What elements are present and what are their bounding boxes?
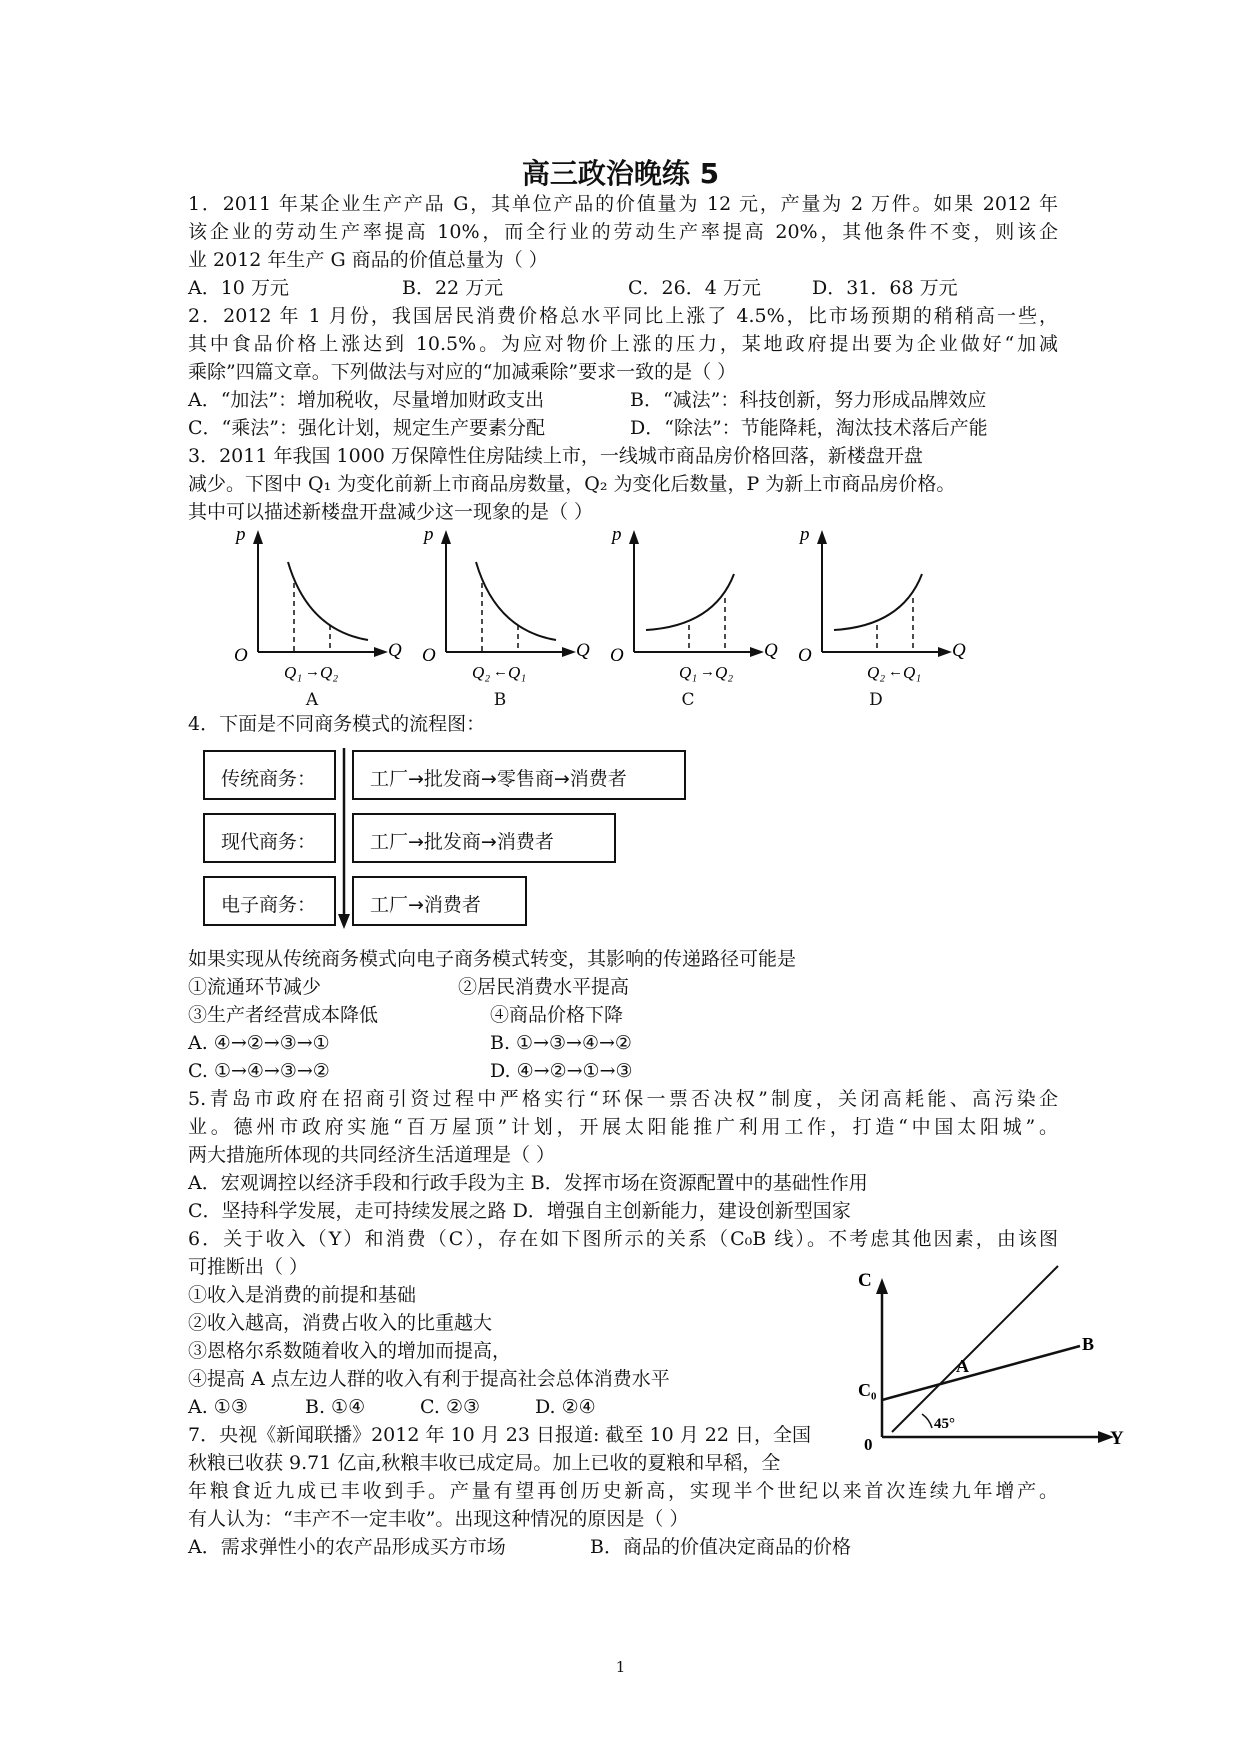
price-axis-arrow [817,530,827,544]
q6-option-a: A. ①③ [188,1396,248,1418]
q-right-label: Q₁ [903,663,922,682]
axis-q-label: Q [388,640,402,661]
origin-label: O [610,645,624,666]
graph-origin-label: 0 [864,1435,873,1454]
q2-option-d: D．“除法”：节能降耗，淘汰技术落后产能 [630,417,988,439]
q3-line-1: 3．2011 年我国 1000 万保障性住房陆续上市，一线城市商品房价格回落，新楼盘开盘 [188,445,923,467]
q7-option-a: A．需求弹性小的农产品形成买方市场 [188,1536,506,1558]
axis-q-label: Q [764,640,778,661]
flow-mode-ecommerce [203,876,336,926]
price-axis-arrow [441,530,451,544]
graph-c0-label: C₀ [858,1380,877,1400]
q2-line-3: 乘除”四篇文章。下列做法与对应的“加减乘除”要求一致的是（ ） [188,361,737,383]
axis-p-label: p [424,524,434,545]
q5-line-1: 5.青岛市政府在招商引资过程中严格实行“环保一票否决权”制度，关闭高耗能、高污染企 [188,1088,1058,1110]
q6-option-b: B. ①④ [305,1396,366,1418]
q4-item-4: ④商品价格下降 [490,1004,624,1026]
q5-line-2: 业。德州市政府实施“百万屋顶”计划，开展太阳能推广利用工作，打造“中国太阳城”。 [188,1116,1058,1138]
q-right-label: Q₂ [715,663,734,682]
q2-line-2: 其中食品价格上涨达到 10.5%。为应对物价上涨的压力，某地政府提出要为企业做好“加减 [188,333,1058,355]
q-arrow: ← [493,664,508,680]
graph-label-c: C [681,690,695,710]
q7-line-1: 7．央视《新闻联播》2012 年 10 月 23 日报道: 截至 10 月 22 日，全国 [188,1424,811,1446]
axis-q-label: Q [576,640,590,661]
q5-line-3: 两大措施所体现的共同经济生活道理是（ ） [188,1144,556,1166]
q6-line-2: 可推断出（ ） [188,1256,309,1278]
graph-label-b: B [493,690,507,710]
flow-chain-label: 工厂→消费者 [370,894,481,916]
price-quantity-graph-b [416,522,596,707]
q6-item-1: ①收入是消费的前提和基础 [188,1284,417,1306]
flow-down-arrow [336,748,352,930]
origin-label: O [234,645,248,666]
price-axis-arrow [629,530,639,544]
quantity-axis-arrow [562,647,576,657]
graph-angle-label: 45° [934,1416,955,1432]
quantity-axis-arrow [938,647,952,657]
q2-option-c: C．“乘法”：强化计划，规定生产要素分配 [188,417,545,439]
q4-item-3: ③生产者经营成本降低 [188,1004,379,1026]
q4-option-c: C. ①→④→③→② [188,1060,330,1082]
q-right-label: Q₁ [508,663,527,682]
flow-mode-label: 电子商务： [221,894,317,916]
supply-curve [288,562,368,640]
q1-option-b: B．22 万元 [402,277,504,299]
q4-option-d: D. ④→②→①→③ [490,1060,633,1082]
q-arrow: → [700,664,715,680]
q4-option-b: B. ①→③→④→② [490,1032,632,1054]
q2-option-b: B．“减法”：科技创新，努力形成品牌效应 [630,389,987,411]
graph-b-label: B [1082,1334,1095,1354]
quantity-axis-arrow [750,647,764,657]
q4-intro: 4．下面是不同商务模式的流程图： [188,713,486,735]
q7-line-2: 秋粮已收获 9.71 亿亩,秋粮丰收已成定局。加上已收的夏粮和早稻，全 [188,1452,781,1474]
q4-item-1: ①流通环节减少 [188,976,322,998]
flow-chain-label: 工厂→批发商→消费者 [370,831,554,853]
axis-p-label: p [236,524,246,545]
graph-label-a: A [305,690,319,710]
page-number: 1 [615,1658,626,1676]
flow-mode-label: 现代商务： [221,831,317,853]
q1-option-a: A．10 万元 [188,277,289,299]
q6-item-2: ②收入越高，消费占收入的比重越大 [188,1312,493,1334]
supply-curve [646,574,734,630]
q1-line-2: 该企业的劳动生产率提高 10%，而全行业的劳动生产率提高 20%，其他条件不变，则该企 [188,221,1058,243]
supply-curve [834,574,922,630]
flow-chain-traditional [352,750,686,800]
graph-label-d: D [869,690,883,710]
q5-option-ab: A．宏观调控以经济手段和行政手段为主 B．发挥市场在资源配置中的基础性作用 [188,1172,868,1194]
flow-mode-label: 传统商务： [221,768,317,790]
q4-item-2: ②居民消费水平提高 [458,976,630,998]
price-quantity-graph-d [792,522,972,707]
q-right-label: Q₂ [320,663,339,682]
q4-option-a: A. ④→②→③→① [188,1032,330,1054]
line-45-degree [892,1266,1058,1432]
flow-chain-ecommerce [352,876,527,926]
income-consumption-graph [858,1262,1124,1454]
axis-q-label: Q [952,640,966,661]
q2-line-1: 2．2012 年 1 月份，我国居民消费价格总水平同比上涨了 4.5%，比市场预期的稍稍高一些， [188,305,1058,327]
q7-option-b: B．商品的价值决定商品的价格 [590,1536,851,1558]
q1-option-d: D．31．68 万元 [812,277,958,299]
q5-option-cd: C．坚持科学发展，走可持续发展之路 D．增强自主创新能力，建设创新型国家 [188,1200,851,1222]
q6-item-3: ③恩格尔系数随着收入的增加而提高， [188,1340,512,1362]
origin-label: O [798,645,812,666]
q6-option-c: C. ②③ [420,1396,481,1418]
price-quantity-graph-c [604,522,784,707]
q4-question: 如果实现从传统商务模式向电子商务模式转变，其影响的传递路径可能是 [188,948,797,970]
q7-line-3: 年粮食近九成已丰收到手。产量有望再创历史新高，实现半个世纪以来首次连续九年增产。 [188,1480,1058,1502]
origin-label: O [422,645,436,666]
graph-y-label: Y [1110,1428,1124,1449]
axis-p-label: p [800,524,810,545]
q6-line-1: 6．关于收入（Y）和消费（C），存在如下图所示的关系（C₀B 线）。不考虑其他因素，由该图 [188,1228,1058,1250]
flow-chain-modern [352,813,616,863]
quantity-axis-arrow [374,647,388,657]
line-c0-b [882,1346,1080,1400]
q-arrow: ← [888,664,903,680]
price-quantity-graph-a [228,522,408,707]
q-left-label: Q₂ [472,663,491,682]
q3-line-2: 减少。下图中 Q₁ 为变化前新上市商品房数量，Q₂ 为变化后数量，P 为新上市商品房价格。 [188,473,956,495]
flow-mode-modern [203,813,336,863]
axis-p-label: p [612,524,622,545]
angle-arc [922,1414,932,1428]
q-left-label: Q₂ [867,663,886,682]
price-axis-arrow [253,530,263,544]
q-left-label: Q₁ [284,663,303,682]
flow-chain-label: 工厂→批发商→零售商→消费者 [370,768,627,790]
q6-option-d: D. ②④ [535,1396,596,1418]
flow-mode-traditional [203,750,336,800]
graph-c-label: C [858,1270,872,1291]
q1-option-c: C．26．4 万元 [628,277,761,299]
q1-line-3: 业 2012 年生产 G 商品的价值总量为（ ） [188,249,548,271]
page-title: 高三政治晚练 5 [521,157,720,190]
q1-line-1: 1．2011 年某企业生产产品 G，其单位产品的价值量为 12 元，产量为 2 万件。如果 2012 年 [188,193,1058,215]
q7-line-4: 有人认为：“丰产不一定丰收”。出现这种情况的原因是（ ） [188,1508,689,1530]
supply-curve [476,562,556,640]
graph-point-a-label: A [956,1356,969,1376]
q-left-label: Q₁ [679,663,698,682]
q-arrow: → [305,664,320,680]
q3-line-3: 其中可以描述新楼盘开盘减少这一现象的是（ ） [188,501,594,523]
q6-item-4: ④提高 A 点左边人群的收入有利于提高社会总体消费水平 [188,1368,670,1390]
q2-option-a: A．“加法”：增加税收，尽量增加财政支出 [188,389,545,411]
